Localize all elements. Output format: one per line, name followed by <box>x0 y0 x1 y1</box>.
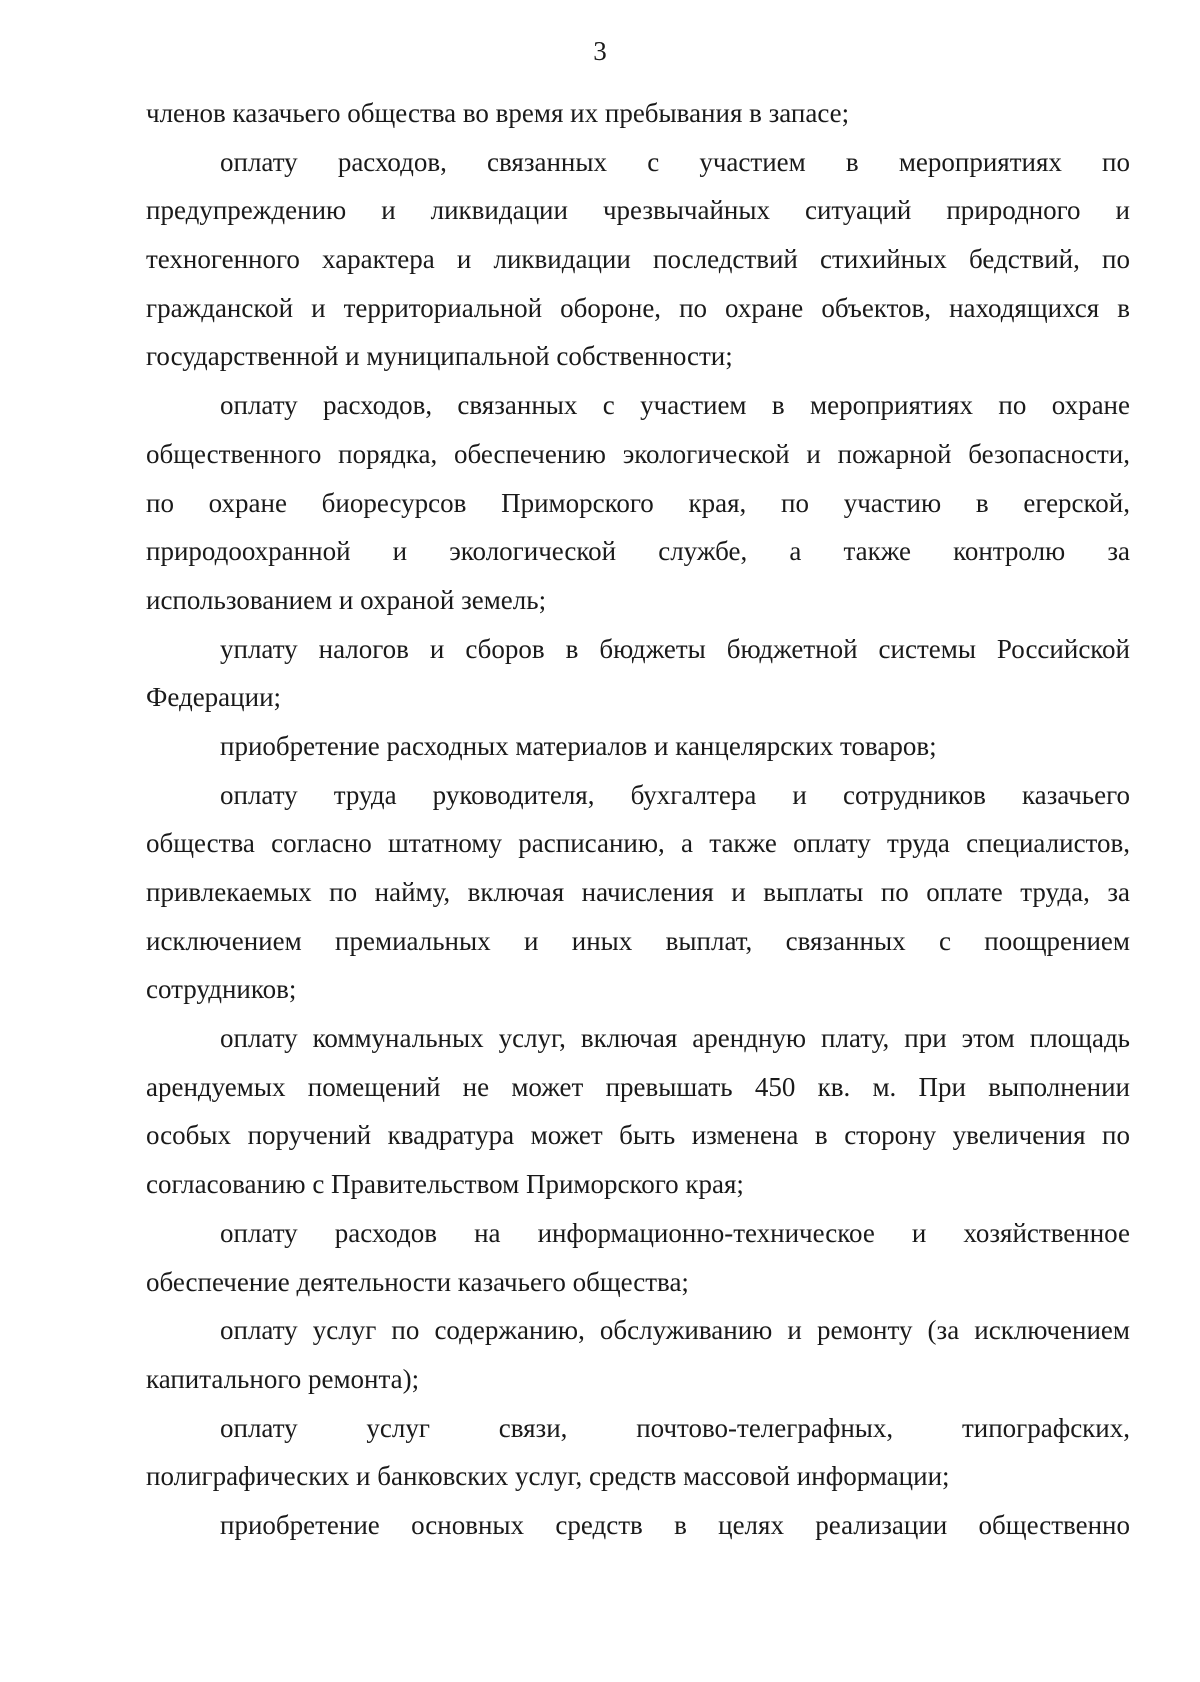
text-line: природоохранной и экологической службе, а также контролю за <box>146 536 1130 567</box>
text-line: оплату услуг по содержанию, обслуживанию и ремонту (за исключением <box>220 1315 1130 1346</box>
text-line: капитального ремонта); <box>146 1363 420 1394</box>
text-line: предупреждению и ликвидации чрезвычайных ситуаций природного и <box>146 195 1130 226</box>
text-line: членов казачьего общества во время их пребывания в запасе; <box>146 98 850 128</box>
text-line: согласованию с Правительством Приморского края; <box>146 1169 744 1200</box>
text-line: исключением премиальных и иных выплат, связанных с поощрением <box>146 925 1130 956</box>
text-line: оплату расходов на информационно-техническое и хозяйственное <box>220 1217 1130 1248</box>
text-line: государственной и муниципальной собственности; <box>146 341 733 372</box>
text-line: оплату расходов, связанных с участием в мероприятиях по <box>220 146 1130 177</box>
text-line: приобретение расходных материалов и канцелярских товаров; <box>220 730 937 761</box>
page-number: 3 <box>593 36 607 66</box>
text-line: общества согласно штатному расписанию, а также оплату труда специалистов, <box>146 828 1130 859</box>
text-line: техногенного характера и ликвидации последствий стихийных бедствий, по <box>146 244 1130 275</box>
text-line: приобретение основных средств в целях реализации общественно <box>220 1509 1130 1540</box>
text-line: уплату налогов и сборов в бюджеты бюджетной системы Российской <box>220 633 1130 664</box>
text-line: обеспечение деятельности казачьего общества; <box>146 1266 689 1297</box>
text-line: особых поручений квадратура может быть изменена в сторону увеличения по <box>146 1120 1130 1151</box>
text-line: полиграфических и банковских услуг, средств массовой информации; <box>146 1461 950 1492</box>
text-line: по охране биоресурсов Приморского края, по участию в егерской, <box>146 487 1130 518</box>
text-line: сотрудников; <box>146 974 297 1005</box>
text-line: оплату коммунальных услуг, включая арендную плату, при этом площадь <box>220 1023 1130 1054</box>
text-line: использованием и охраной земель; <box>146 584 547 615</box>
text-line: оплату услуг связи, почтово-телеграфных, типографских, <box>220 1412 1130 1443</box>
text-line: привлекаемых по найму, включая начисления и выплаты по оплате труда, за <box>146 877 1130 907</box>
text-line: арендуемых помещений не может превышать 450 кв. м. При выполнении <box>146 1071 1130 1102</box>
document-body <box>146 89 1130 1550</box>
text-line: оплату труда руководителя, бухгалтера и сотрудников казачьего <box>220 779 1130 810</box>
text-line: общественного порядка, обеспечению экологической и пожарной безопасности, <box>146 438 1130 469</box>
text-line: оплату расходов, связанных с участием в мероприятиях по охране <box>220 390 1130 421</box>
text-line: гражданской и территориальной обороне, по охране объектов, находящихся в <box>146 292 1130 323</box>
text-line: Федерации; <box>146 682 282 713</box>
